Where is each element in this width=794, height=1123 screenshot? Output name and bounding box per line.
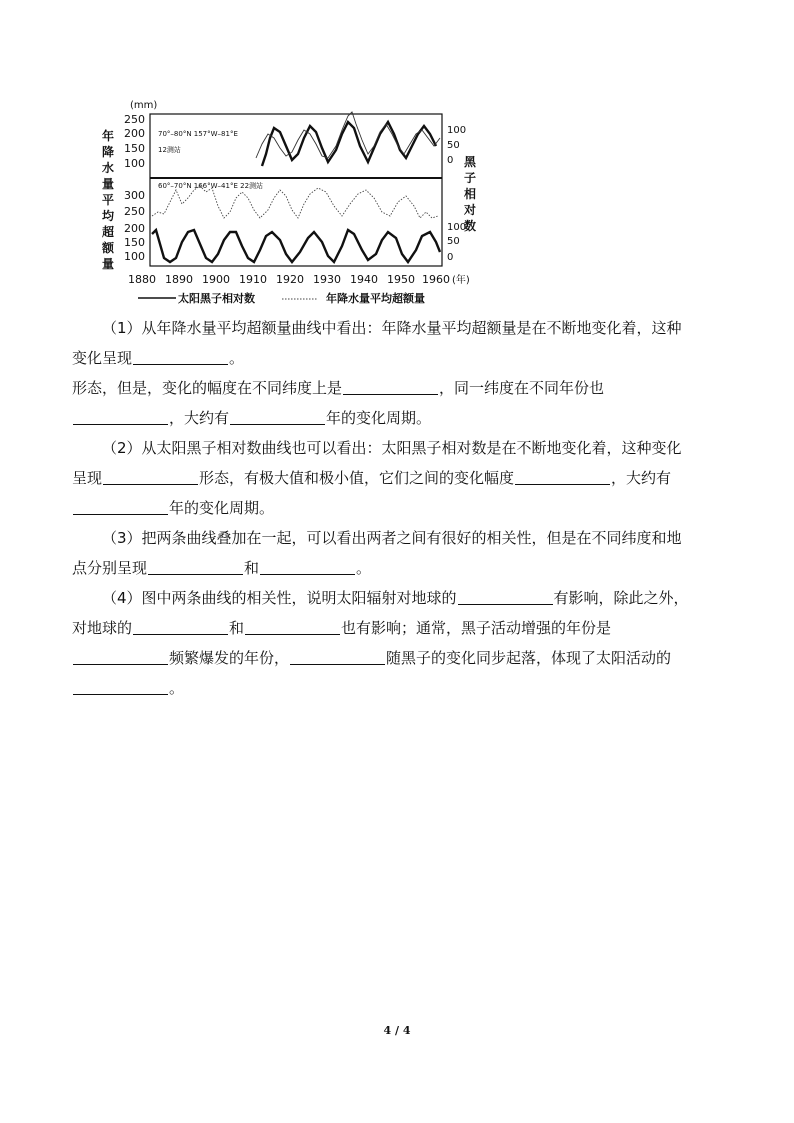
answer-blank[interactable]: [103, 466, 198, 485]
svg-text:量: 量: [102, 177, 115, 191]
answer-blank[interactable]: [260, 556, 355, 575]
svg-text:子: 子: [464, 171, 476, 185]
svg-text:1910: 1910: [239, 273, 267, 286]
q1-line-3: 形态，但是，变化的幅度在不同纬度上是 ，同一纬度在不同年份也: [72, 373, 732, 403]
q1-line-1: （1）从年降水量平均超额量曲线中看出：年降水量平均超额量是在不断地变化着，这种: [102, 319, 682, 337]
q3-line-2: 点分别呈现 和 。: [72, 553, 732, 583]
bottom-precip-curve: [152, 186, 438, 218]
q1-line-4: ，大约有 年的变化周期。: [72, 403, 732, 433]
left-axis-title: [101, 128, 115, 271]
q4-line-4: 。: [72, 673, 732, 703]
svg-text:300: 300: [124, 189, 145, 202]
svg-text:1890: 1890: [165, 273, 193, 286]
svg-text:100: 100: [447, 125, 467, 136]
bottom-sunspot-curve: [152, 230, 440, 262]
svg-text:250: 250: [124, 113, 145, 126]
svg-text:100: 100: [124, 250, 145, 263]
svg-text:200: 200: [124, 127, 145, 140]
svg-text:100: 100: [447, 222, 467, 233]
top-left-ticks: [124, 113, 145, 170]
svg-text:150: 150: [124, 236, 145, 249]
svg-text:250: 250: [124, 205, 145, 218]
svg-text:均: 均: [102, 209, 115, 223]
q1-line-2: 变化呈现 。: [72, 343, 732, 373]
bottom-right-ticks: [447, 222, 466, 263]
svg-text:50: 50: [447, 236, 460, 247]
answer-blank[interactable]: [73, 646, 168, 665]
answer-blank[interactable]: [290, 646, 385, 665]
answer-blank[interactable]: [133, 616, 228, 635]
svg-text:150: 150: [124, 142, 145, 155]
q4-line-3: 频繁爆发的年份， 随黑子的变化同步起落，体现了太阳活动的: [72, 643, 732, 673]
svg-text:50: 50: [447, 140, 460, 151]
x-axis-ticks: [128, 273, 450, 286]
top-panel-caption: 70°–80°N 157°W–81°E: [158, 130, 238, 138]
q4-line-1: （4）图中两条曲线的相关性，说明太阳辐射对地球的 有影响，除此之外，: [72, 583, 732, 613]
svg-text:相: 相: [464, 187, 476, 201]
sunspot-precipitation-figure: [96, 94, 476, 306]
svg-text:0: 0: [447, 252, 454, 263]
svg-text:超: 超: [102, 225, 115, 239]
q3-line-1: （3）把两条曲线叠加在一起，可以看出两者之间有很好的相关性，但是在不同纬度和地: [102, 529, 682, 547]
svg-text:1960: 1960: [422, 273, 450, 286]
svg-text:1950: 1950: [387, 273, 415, 286]
svg-text:100: 100: [124, 157, 145, 170]
answer-blank[interactable]: [458, 586, 553, 605]
svg-text:额: 额: [102, 241, 115, 255]
svg-text:对: 对: [464, 203, 476, 217]
svg-text:1940: 1940: [350, 273, 378, 286]
answer-blank[interactable]: [343, 376, 438, 395]
answer-blank[interactable]: [73, 406, 168, 425]
top-panel-stations: 12测站: [158, 146, 181, 154]
svg-text:1930: 1930: [313, 273, 341, 286]
svg-text:降: 降: [102, 145, 115, 159]
svg-text:1920: 1920: [276, 273, 304, 286]
q2-line-3: 年的变化周期。: [72, 493, 732, 523]
bottom-left-ticks: [124, 189, 145, 263]
svg-text:平: 平: [102, 193, 115, 207]
svg-text:1900: 1900: [202, 273, 230, 286]
answer-blank[interactable]: [230, 406, 325, 425]
question-block: [72, 313, 732, 703]
svg-text:1880: 1880: [128, 273, 156, 286]
answer-blank[interactable]: [133, 346, 228, 365]
top-precip-curve: [256, 112, 440, 158]
x-axis-unit: (年): [452, 275, 470, 286]
q4-line-2: 对地球的 和 也有影响；通常，黑子活动增强的年份是: [72, 613, 732, 643]
legend-solid-label: 太阳黑子相对数: [178, 292, 255, 305]
legend-dotted-label: 年降水量平均超额量: [326, 292, 425, 305]
svg-text:量: 量: [102, 257, 115, 271]
unit-label: (mm): [130, 100, 158, 111]
answer-blank[interactable]: [515, 466, 610, 485]
svg-text:数: 数: [464, 219, 476, 233]
q2-line-2: 呈现 形态，有极大值和极小值，它们之间的变化幅度 ，大约有: [72, 463, 732, 493]
bottom-panel-caption: 60°–70°N 166°W–41°E 22测站: [158, 182, 264, 190]
answer-blank[interactable]: [73, 676, 168, 695]
q2-line-1: （2）从太阳黑子相对数曲线也可以看出：太阳黑子相对数是在不断地变化着，这种变化: [102, 439, 682, 457]
answer-blank[interactable]: [245, 616, 340, 635]
page-number: 4 / 4: [383, 1024, 411, 1037]
svg-text:黑: 黑: [464, 155, 476, 169]
answer-blank[interactable]: [73, 496, 168, 515]
svg-text:0: 0: [447, 155, 454, 166]
svg-text:水: 水: [102, 161, 115, 175]
svg-text:200: 200: [124, 222, 145, 235]
svg-text:年: 年: [102, 129, 115, 143]
answer-blank[interactable]: [148, 556, 243, 575]
